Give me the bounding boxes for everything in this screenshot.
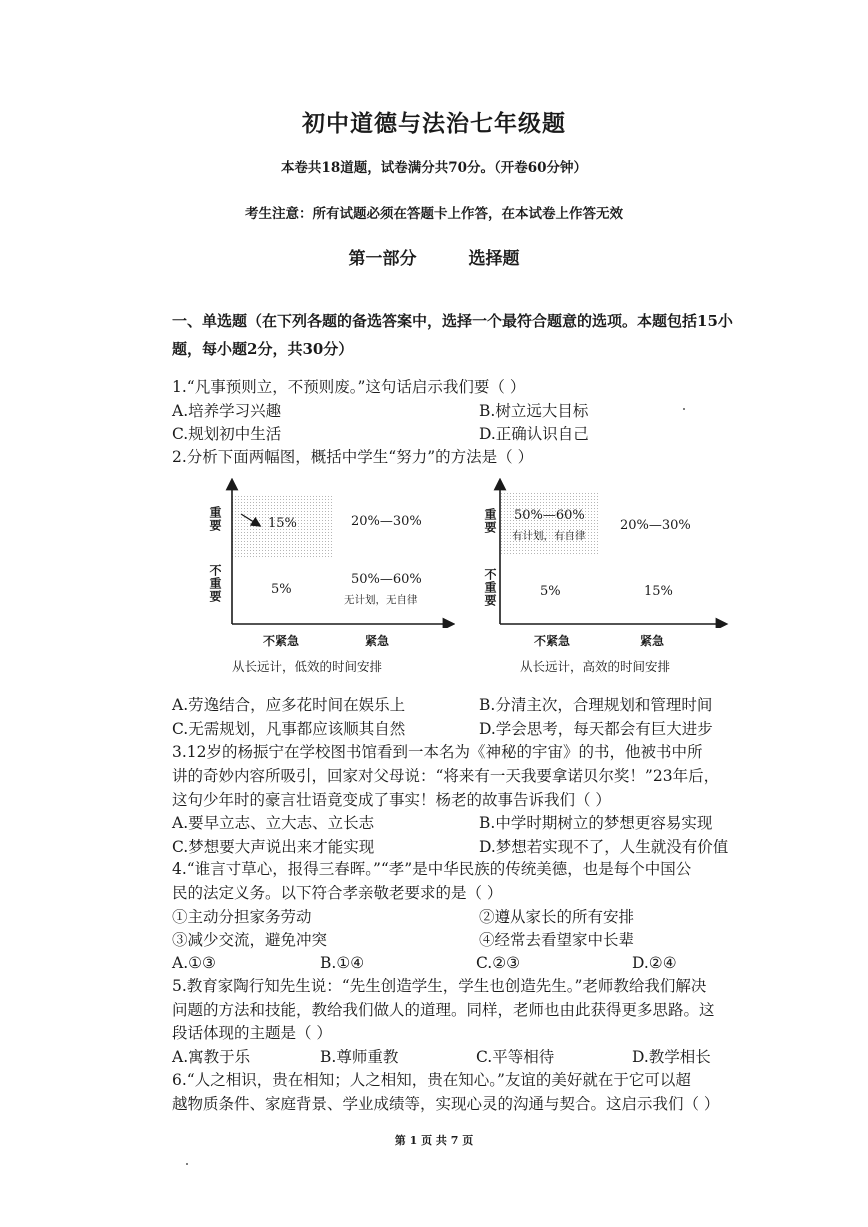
q2-stem: 2.分析下面两幅图，概括中学生“努力”的方法是（ ） <box>172 448 534 466</box>
left-chart-caption: 从长远计，低效的时间安排 <box>232 659 383 674</box>
right-br-value: 15% <box>644 584 673 599</box>
right-x-right-label: 紧急 <box>640 634 665 648</box>
q5-line1: 5.教育家陶行知先生说：“先生创造学生，学生也创造先生。”老师教给我们解决 <box>172 977 707 995</box>
exam-notice: 考生注意：所有试题必须在答题卡上作答，在本试卷上作答无效 <box>245 206 623 222</box>
exam-title: 初中道德与法治七年级题 <box>302 110 566 137</box>
left-time-chart <box>205 478 455 678</box>
q1-option-a: A.培养学习兴趣 <box>172 402 282 420</box>
right-chart-shaded-quadrant <box>500 492 600 554</box>
q1-stem: 1.“凡事预则立，不预则废。”这句话启示我们要（ ） <box>172 378 526 396</box>
q6-line2: 越物质条件、家庭背景、学业成绩等，实现心灵的沟通与契合。这启示我们（ ） <box>172 1095 720 1113</box>
right-x-left-label: 不紧急 <box>534 634 571 648</box>
left-tl-value: 15% <box>268 516 297 531</box>
q5-option-b: B.尊师重教 <box>320 1048 399 1066</box>
q2-option-b: B.分清主次，合理规划和管理时间 <box>479 696 713 714</box>
q4-item-4: ④经常去看望家中长辈 <box>479 931 635 949</box>
right-time-chart <box>480 478 730 678</box>
right-chart-axes <box>480 478 730 628</box>
q4-item-1: ①主动分担家务劳动 <box>172 908 312 926</box>
left-tr-value: 20%—30% <box>351 514 422 529</box>
q2-option-a: A.劳逸结合，应多花时间在娱乐上 <box>172 696 406 714</box>
right-y-low-label: 不重要 <box>483 568 497 607</box>
left-x-left-label: 不紧急 <box>263 634 300 648</box>
q5-option-d: D.教学相长 <box>632 1048 711 1066</box>
q2-option-c: C.无需规划，凡事都应该顺其自然 <box>172 720 406 738</box>
q5-line2: 问题的方法和技能，教给我们做人的道理。同样，老师也由此获得更多思路。这 <box>172 1001 715 1019</box>
section-header-line1: 一、单选题（在下列各题的备选答案中，选择一个最符合题意的选项。本题包括15小 <box>172 312 733 330</box>
q1-option-c: C.规划初中生活 <box>172 425 282 443</box>
q3-option-b: B.中学时期树立的梦想更容易实现 <box>479 814 713 832</box>
left-br-value: 50%—60% <box>351 572 422 587</box>
q4-item-2: ②遵从家长的所有安排 <box>479 908 635 926</box>
q4-line1: 4.“谁言寸草心，报得三春晖。”“孝”是中华民族的传统美德，也是每个中国公 <box>172 860 692 878</box>
left-x-right-label: 紧急 <box>365 634 390 648</box>
q4-option-b: B.①④ <box>320 954 365 972</box>
q1-option-d: D.正确认识自己 <box>479 425 589 443</box>
left-br-note: 无计划，无自律 <box>344 594 418 606</box>
part-name: 第一部分 <box>348 249 417 269</box>
part-type: 选择题 <box>468 249 520 269</box>
left-y-high-label: 重要 <box>208 506 222 532</box>
q6-line1: 6.“人之相识，贵在相知；人之相知，贵在知心。”友谊的美好就在于它可以超 <box>172 1071 691 1089</box>
right-tr-value: 20%—30% <box>620 518 691 533</box>
q3-line1: 3.12岁的杨振宁在学校图书馆看到一本名为《神秘的宇宙》的书，他被书中所 <box>172 743 703 761</box>
exam-subtitle: 本卷共18道题，试卷满分共70分。（开卷60分钟） <box>280 160 588 176</box>
scan-speck <box>186 1163 188 1165</box>
q3-option-c: C.梦想要大声说出来才能实现 <box>172 838 375 856</box>
scan-speck <box>683 408 685 410</box>
right-tl-value: 50%—60% <box>514 508 585 523</box>
left-y-low-label: 不重要 <box>208 564 222 603</box>
right-y-high-label: 重要 <box>483 508 497 534</box>
q4-option-c: C.②③ <box>476 954 521 972</box>
q2-option-d: D.学会思考，每天都会有巨大进步 <box>479 720 713 738</box>
q3-line3: 这句少年时的豪言壮语竟变成了事实！杨老的故事告诉我们（ ） <box>172 791 611 809</box>
q4-item-3: ③减少交流，避免冲突 <box>172 931 328 949</box>
q1-option-b: B.树立远大目标 <box>479 402 589 420</box>
page-footer: 第 1 页 共 7 页 <box>394 1134 474 1147</box>
right-chart-caption: 从长远计，高效的时间安排 <box>520 659 671 674</box>
q4-line2: 民的法定义务。以下符合孝亲敬老要求的是（ ） <box>172 884 503 902</box>
q5-option-a: A.寓教于乐 <box>172 1048 251 1066</box>
part-heading <box>0 244 868 269</box>
q3-option-a: A.要早立志、立大志、立长志 <box>172 814 375 832</box>
q4-option-d: D.②④ <box>632 954 677 972</box>
q3-line2: 讲的奇妙内容所吸引，回家对父母说：“将来有一天我要拿诺贝尔奖！”23年后， <box>172 767 720 785</box>
right-tl-note: 有计划，有自律 <box>512 530 586 542</box>
left-bl-value: 5% <box>271 582 292 597</box>
q5-line3: 段话体现的主题是（ ） <box>172 1024 332 1042</box>
q5-option-c: C.平等相待 <box>476 1048 555 1066</box>
section-header-line2: 题，每小题2分，共30分） <box>172 340 354 358</box>
right-bl-value: 5% <box>540 584 561 599</box>
q4-option-a: A.①③ <box>172 954 216 972</box>
q3-option-d: D.梦想若实现不了，人生就没有价值 <box>479 838 729 856</box>
